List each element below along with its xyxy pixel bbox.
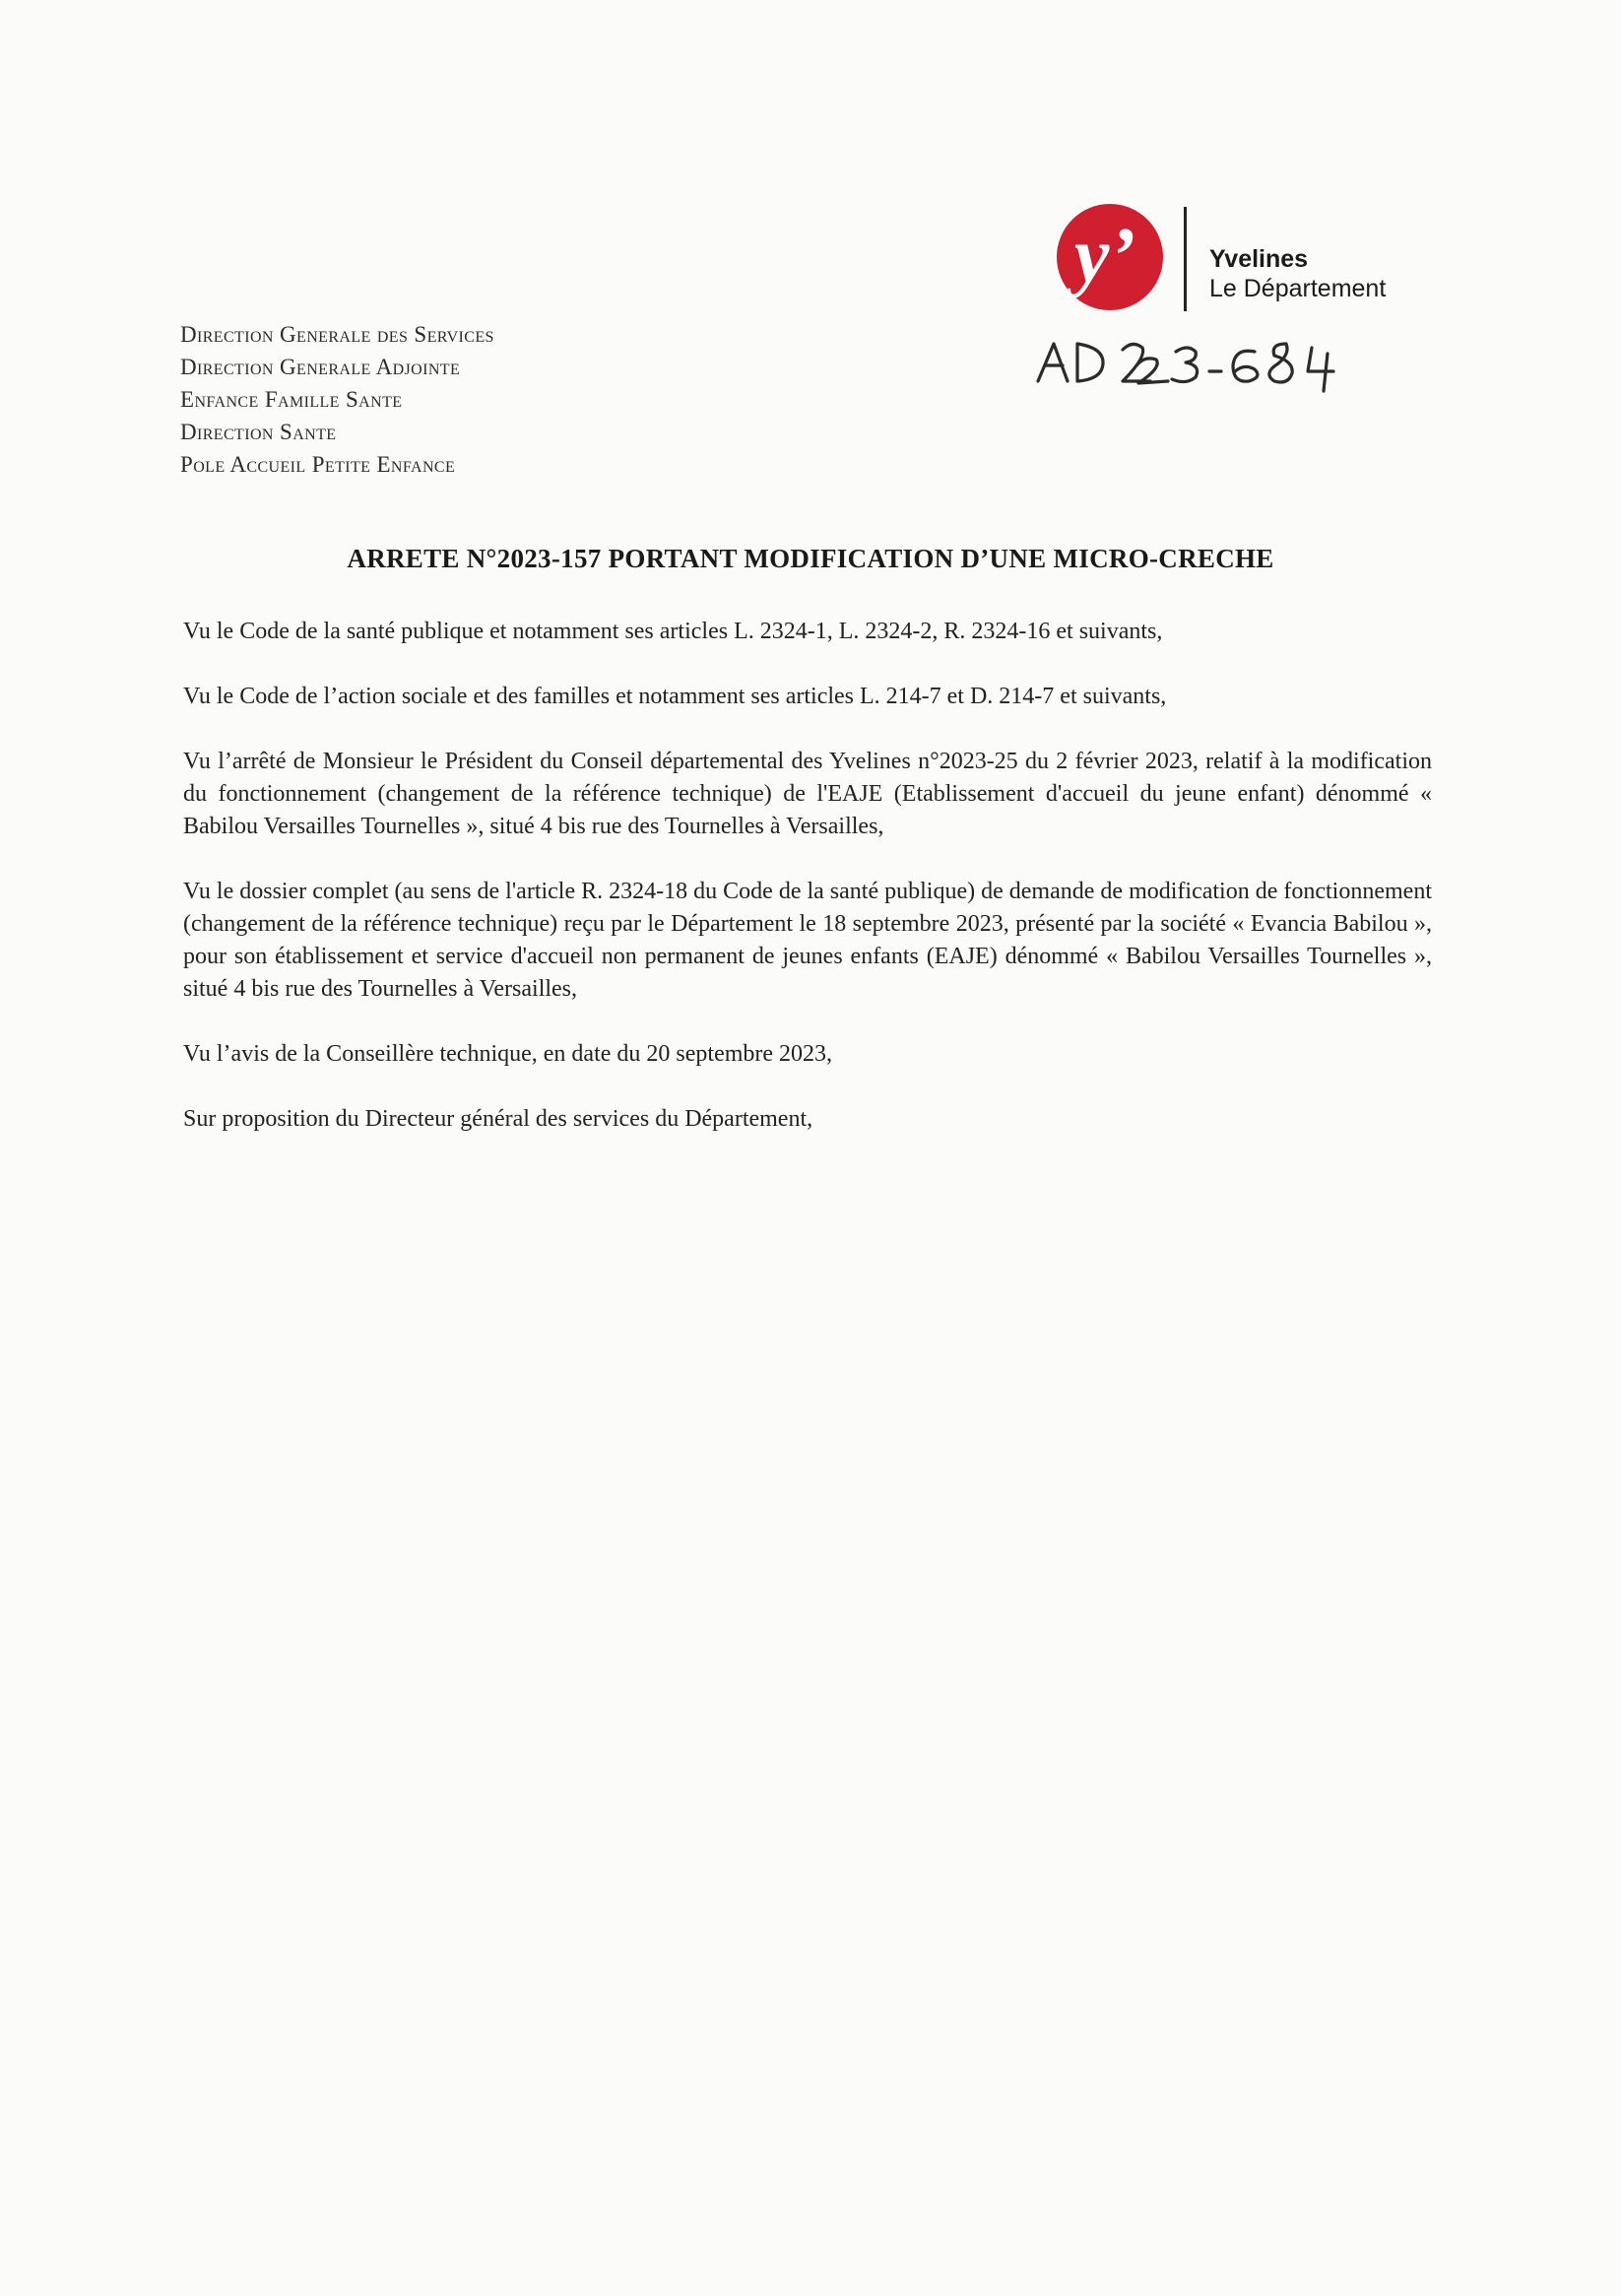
paragraph-dossier-complet: Vu le dossier complet (au sens de l'article R. 2324-18 du Code de la santé publique) de demande de modification de fonctionnement (changement de la référence technique) reçu par le Département le 18 septembre 2023, présenté par la société « Evancia Babilou », pour son établissement et service d'accueil non permanent de jeunes enfants (EAJE) dénommé « Babilou Versailles Tournelles », situé 4 bis rue des Tournelles à Versailles,	[183, 879, 1432, 1002]
logo-mark-letter: y’	[1073, 213, 1136, 299]
services-header	[180, 318, 494, 481]
service-line: Direction Sante	[180, 420, 337, 444]
paragraph-avis-conseillere: Vu l’avis de la Conseillère technique, en date du 20 septembre 2023,	[183, 1041, 833, 1067]
logo-name: Yvelines	[1209, 245, 1309, 273]
document-title: ARRETE N°2023-157 PORTANT MODIFICATION D’UNE MICRO-CRECHE	[347, 544, 1274, 573]
handwritten-reference	[1032, 330, 1387, 399]
paragraph-code-sante-publique: Vu le Code de la santé publique et notamment ses articles L. 2324-1, L. 2324-2, R. 2324-16 et suivants,	[183, 619, 1163, 644]
service-line: Direction Generale des Services	[180, 322, 494, 347]
yvelines-logo-icon	[1056, 203, 1164, 311]
yvelines-logo	[1056, 203, 1391, 311]
logo-divider	[1184, 207, 1187, 311]
document-body	[183, 616, 1432, 1168]
paragraph-arrete-precedent: Vu l’arrêté de Monsieur le Président du Conseil départemental des Yvelines n°2023-25 du 2 février 2023, relatif à la modification du fonctionnement (changement de la référence technique) de l'EAJE (Etablissement d'accueil du jeune enfant) dénommé « Babilou Versailles Tournelles », situé 4 bis rue des Tournelles à Versailles,	[183, 749, 1432, 839]
paragraph-proposition: Sur proposition du Directeur général des services du Département,	[183, 1106, 813, 1132]
service-line: Enfance Famille Sante	[180, 387, 403, 412]
logo-subtitle: Le Département	[1209, 275, 1387, 302]
paragraph-code-action-sociale: Vu le Code de l’action sociale et des familles et notamment ses articles L. 214-7 et D. 214-7 et suivants,	[183, 684, 1167, 709]
service-line: Pole Accueil Petite Enfance	[180, 452, 456, 477]
service-line: Direction Generale Adjointe	[180, 355, 461, 379]
logo-text	[1209, 244, 1386, 303]
